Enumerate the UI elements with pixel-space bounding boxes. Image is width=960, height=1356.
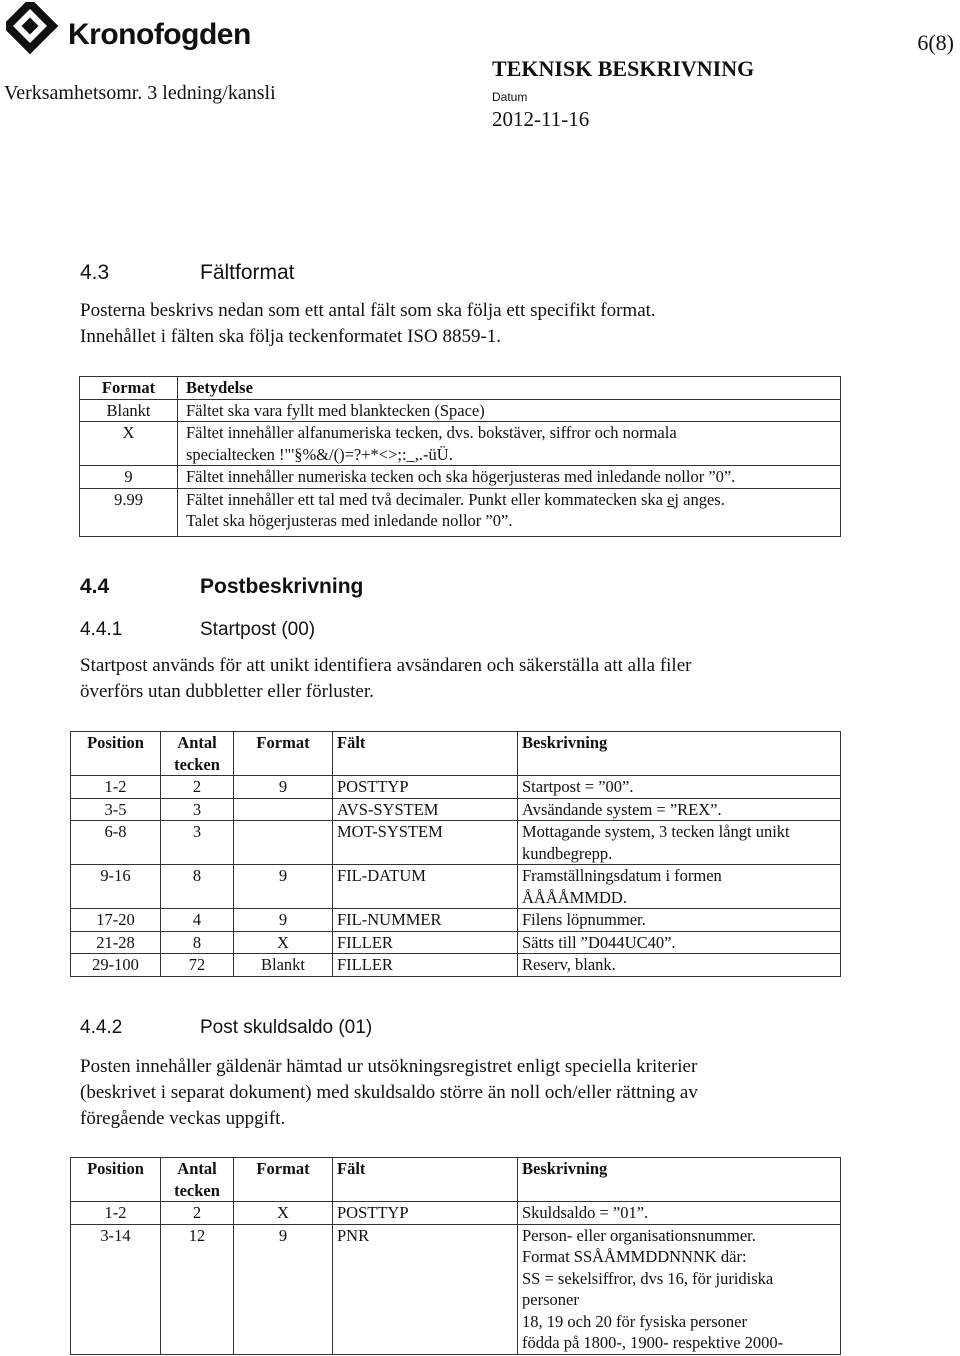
cell-format: X bbox=[234, 1202, 333, 1225]
startpost-table bbox=[70, 731, 841, 977]
paragraph-line: Posten innehåller gäldenär hämtad ur utsökningsregistret enligt speciella kriterier bbox=[80, 1056, 698, 1077]
table-row bbox=[80, 488, 841, 536]
section-title: Fältformat bbox=[200, 261, 295, 284]
cell-antal: 72 bbox=[161, 954, 234, 977]
logo-text: Kronofogden bbox=[68, 18, 251, 51]
skuldsaldo-table bbox=[70, 1157, 841, 1355]
cell-antal: 2 bbox=[161, 776, 234, 799]
table-header-row bbox=[71, 1158, 841, 1202]
cell-beskrivning: Filens löpnummer. bbox=[518, 909, 841, 932]
cell-position: 6-8 bbox=[71, 821, 161, 865]
description-line: Fältet innehåller ett tal med två decimaler. Punkt eller kommatecken ska ej anges. bbox=[186, 489, 725, 509]
section-4-4-1-paragraph bbox=[80, 653, 691, 705]
table-row bbox=[71, 909, 841, 932]
format-cell: Blankt bbox=[80, 399, 178, 422]
cell-position: 1-2 bbox=[71, 1202, 161, 1225]
format-table bbox=[79, 376, 841, 537]
table-row bbox=[80, 399, 841, 422]
cell-falt: FIL-DATUM bbox=[333, 865, 518, 909]
table-row bbox=[71, 954, 841, 977]
cell-antal: 8 bbox=[161, 931, 234, 954]
cell-beskrivning: Avsändande system = ”REX”. bbox=[518, 798, 841, 821]
org-unit: Verksamhetsomr. 3 ledning/kansli bbox=[4, 82, 276, 104]
format-cell: 9.99 bbox=[80, 488, 178, 536]
cell-beskrivning: Person- eller organisationsnummer. Format SSÅÅMMDDNNNK där: SS = sekelsiffror, dvs 16, för juridiska personer 18, 19 och 20 för fysiska personer födda på 1800-, 1900- respektive 2000- bbox=[518, 1224, 841, 1354]
section-number: 4.3 bbox=[80, 261, 110, 284]
table-row bbox=[71, 931, 841, 954]
header-antal: Antal tecken bbox=[161, 732, 234, 776]
emphasis-ej: ej bbox=[667, 489, 680, 509]
page-number: 6(8) bbox=[917, 30, 954, 55]
description-cell bbox=[178, 488, 841, 536]
header-antal: Antal tecken bbox=[161, 1158, 234, 1202]
description-line: Fältet innehåller alfanumeriska tecken, dvs. bokstäver, siffror och normala bbox=[186, 423, 677, 442]
header-cell: Betydelse bbox=[178, 377, 841, 400]
cell-falt: FILLER bbox=[333, 954, 518, 977]
paragraph-line: Posterna beskrivs nedan som ett antal fält som ska följa ett specifikt format. bbox=[80, 300, 656, 321]
cell-falt: POSTTYP bbox=[333, 776, 518, 799]
table-row bbox=[71, 776, 841, 799]
cell-antal: 4 bbox=[161, 909, 234, 932]
header-format: Format bbox=[234, 732, 333, 776]
cell-beskrivning: Framställningsdatum i formen ÅÅÅÅMMDD. bbox=[518, 865, 841, 909]
cell-antal: 2 bbox=[161, 1202, 234, 1225]
cell-position: 21-28 bbox=[71, 931, 161, 954]
cell-position: 17-20 bbox=[71, 909, 161, 932]
section-heading-4-3 bbox=[80, 261, 295, 285]
cell-falt: POSTTYP bbox=[333, 1202, 518, 1225]
cell-position: 1-2 bbox=[71, 776, 161, 799]
header-position: Position bbox=[71, 1158, 161, 1202]
cell-antal: 8 bbox=[161, 865, 234, 909]
paragraph-line: Innehållet i fälten ska följa teckenformatet ISO 8859-1. bbox=[80, 326, 502, 347]
cell-antal: 12 bbox=[161, 1224, 234, 1354]
section-heading-4-4-1 bbox=[80, 619, 315, 641]
cell-beskrivning: Startpost = ”00”. bbox=[518, 776, 841, 799]
cell-beskrivning: Skuldsaldo = ”01”. bbox=[518, 1202, 841, 1225]
paragraph-line: (beskrivet i separat dokument) med skuldsaldo större än noll och/eller rättning av bbox=[80, 1082, 698, 1103]
header-beskrivning: Beskrivning bbox=[518, 1158, 841, 1202]
description-cell bbox=[178, 422, 841, 466]
cell-position: 3-5 bbox=[71, 798, 161, 821]
table-row bbox=[71, 1224, 841, 1354]
cell-falt: MOT-SYSTEM bbox=[333, 821, 518, 865]
cell-antal: 3 bbox=[161, 798, 234, 821]
cell-beskrivning: Sätts till ”D044UC40”. bbox=[518, 931, 841, 954]
header-format: Format bbox=[234, 1158, 333, 1202]
cell-antal: 3 bbox=[161, 821, 234, 865]
header-cell: Format bbox=[80, 377, 178, 400]
cell-format: 9 bbox=[234, 865, 333, 909]
table-row bbox=[71, 821, 841, 865]
description-cell: Fältet ska vara fyllt med blanktecken (Space) bbox=[178, 399, 841, 422]
cell-format: 9 bbox=[234, 909, 333, 932]
section-number: 4.4.2 bbox=[80, 1017, 123, 1038]
cell-falt: PNR bbox=[333, 1224, 518, 1354]
table-row bbox=[71, 798, 841, 821]
paragraph-line: överförs utan dubbletter eller förluster. bbox=[80, 681, 374, 702]
section-number: 4.4.1 bbox=[80, 619, 123, 640]
section-4-4-2-paragraph bbox=[80, 1054, 698, 1132]
cell-format: Blankt bbox=[234, 954, 333, 977]
format-cell: 9 bbox=[80, 466, 178, 489]
section-number: 4.4 bbox=[80, 575, 110, 598]
description-line: Talet ska högerjusteras med inledande nollor ”0”. bbox=[186, 511, 513, 530]
cell-format: X bbox=[234, 931, 333, 954]
section-title: Post skuldsaldo (01) bbox=[200, 1017, 373, 1038]
cell-falt: FIL-NUMMER bbox=[333, 909, 518, 932]
table-row bbox=[80, 422, 841, 466]
table-row bbox=[71, 865, 841, 909]
document-title: TEKNISK BESKRIVNING bbox=[492, 56, 755, 81]
table-header-row bbox=[71, 732, 841, 776]
cell-format: 9 bbox=[234, 1224, 333, 1354]
section-title: Postbeskrivning bbox=[200, 575, 364, 598]
table-row bbox=[80, 466, 841, 489]
date-value: 2012-11-16 bbox=[492, 107, 590, 131]
table-row bbox=[71, 1202, 841, 1225]
cell-format bbox=[234, 798, 333, 821]
section-title: Startpost (00) bbox=[200, 619, 316, 640]
header-beskrivning: Beskrivning bbox=[518, 732, 841, 776]
cell-position: 9-16 bbox=[71, 865, 161, 909]
cell-beskrivning: Mottagande system, 3 tecken långt unikt kundbegrepp. bbox=[518, 821, 841, 865]
cell-falt: AVS-SYSTEM bbox=[333, 798, 518, 821]
cell-falt: FILLER bbox=[333, 931, 518, 954]
cell-format bbox=[234, 821, 333, 865]
cell-format: 9 bbox=[234, 776, 333, 799]
section-4-3-paragraph bbox=[80, 298, 656, 350]
cell-position: 3-14 bbox=[71, 1224, 161, 1354]
section-heading-4-4-2 bbox=[80, 1017, 372, 1039]
header-position: Position bbox=[71, 732, 161, 776]
header-falt: Fält bbox=[333, 1158, 518, 1202]
date-label: Datum bbox=[492, 90, 528, 104]
cell-position: 29-100 bbox=[71, 954, 161, 977]
section-heading-4-4 bbox=[80, 575, 363, 599]
paragraph-line: föregående veckas uppgift. bbox=[80, 1108, 286, 1129]
cell-beskrivning: Reserv, blank. bbox=[518, 954, 841, 977]
description-cell: Fältet innehåller numeriska tecken och ska högerjusteras med inledande nollor ”0”. bbox=[178, 466, 841, 489]
format-cell: X bbox=[80, 422, 178, 466]
paragraph-line: Startpost används för att unikt identifiera avsändaren och säkerställa att alla filer bbox=[80, 655, 692, 676]
header-falt: Fält bbox=[333, 732, 518, 776]
description-line: specialtecken !"'§%&/()=?+*<>;:_,.-üÜ. bbox=[186, 444, 453, 464]
table-header-row bbox=[80, 377, 841, 400]
